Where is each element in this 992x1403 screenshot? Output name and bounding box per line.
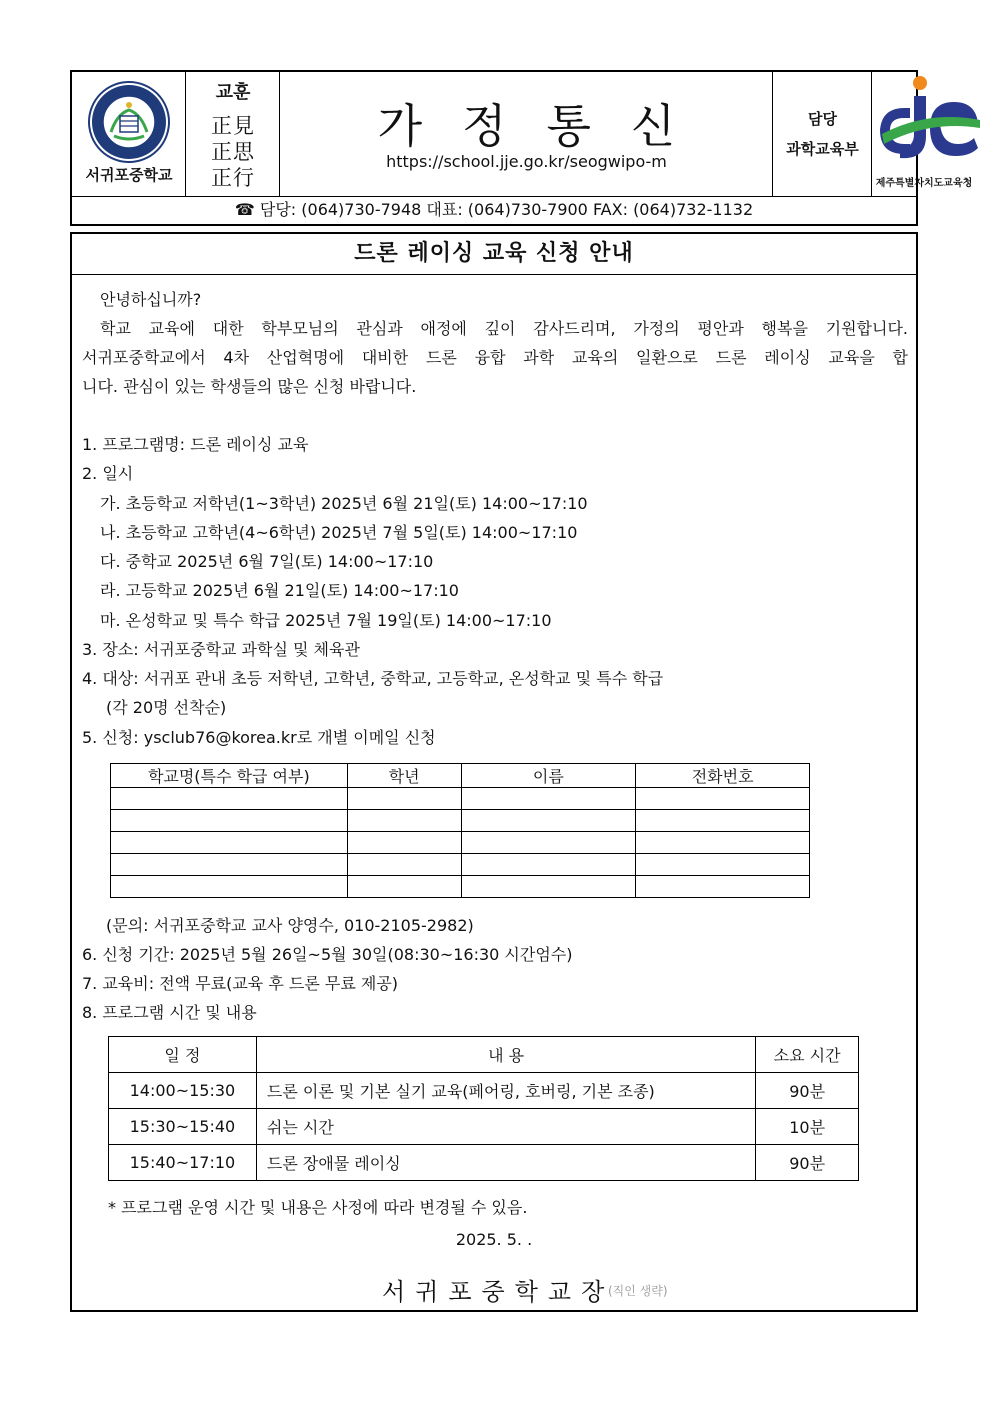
department-name: 과학교육부 — [786, 140, 859, 158]
table-cell[interactable] — [636, 876, 810, 898]
list-item: 8. 프로그램 시간 및 내용 — [82, 1003, 257, 1022]
schedule-table — [108, 1036, 859, 1181]
motto-line: 正思 — [211, 140, 255, 164]
column-header: 소요 시간 — [756, 1037, 859, 1073]
column-header: 내 용 — [256, 1037, 755, 1073]
list-item: 2. 일시 — [82, 464, 134, 483]
list-item: 7. 교육비: 전액 무료(교육 후 드론 무료 제공) — [82, 974, 399, 993]
contact-line: ☎ 담당: (064)730-7948 대표: (064)730-7900 FAX: (064)732-1132 — [234, 200, 754, 219]
column-header: 이름 — [461, 764, 636, 788]
intro-line: 니다. 관심이 있는 학생들의 많은 신청 바랍니다. — [82, 377, 417, 396]
greeting: 안녕하십니까? — [100, 290, 202, 309]
list-item: 1. 프로그램명: 드론 레이싱 교육 — [82, 435, 309, 454]
department-cell — [773, 72, 872, 196]
schedule-duration: 10분 — [756, 1109, 859, 1145]
list-subitem: 나. 초등학교 고학년(4~6학년) 2025년 7월 5일(토) 14:00~17:10 — [100, 523, 578, 542]
department-label: 담당 — [808, 110, 837, 128]
table-row — [111, 810, 810, 832]
table-cell[interactable] — [461, 832, 636, 854]
table-header-row — [109, 1037, 859, 1073]
table-cell[interactable] — [347, 788, 461, 810]
table-row — [109, 1109, 859, 1145]
list-item: 6. 신청 기간: 2025년 5월 26일~5월 30일(08:30~16:30 시간엄수) — [82, 945, 573, 964]
schedule-time: 15:40~17:10 — [109, 1145, 257, 1181]
schedule-duration: 90분 — [756, 1145, 859, 1181]
school-motto-cell — [186, 72, 280, 196]
intro-line: 서귀포중학교에서 4차 산업혁명에 대비한 드론 융합 과학 교육의 일환으로 드론 레이싱 교육을 합 — [82, 348, 908, 367]
letterhead-top-row — [72, 72, 973, 197]
list-subitem: 다. 중학교 2025년 6월 7일(토) 14:00~17:10 — [100, 552, 434, 571]
table-cell[interactable] — [461, 810, 636, 832]
list-item: 3. 장소: 서귀포중학교 과학실 및 체육관 — [82, 640, 360, 659]
schedule-duration: 90분 — [756, 1073, 859, 1109]
table-row — [109, 1073, 859, 1109]
table-row — [111, 832, 810, 854]
edu-office-logo-icon — [878, 74, 982, 164]
table-cell[interactable] — [111, 788, 348, 810]
letterhead — [70, 70, 973, 226]
school-emblem-icon — [87, 80, 171, 164]
column-header: 일 정 — [109, 1037, 257, 1073]
list-subitem: 마. 온성학교 및 특수 학급 2025년 7월 19일(토) 14:00~17:10 — [100, 611, 552, 630]
table-row — [111, 876, 810, 898]
school-url[interactable]: https://school.jje.go.kr/seogwipo-m — [386, 152, 667, 171]
column-header: 학교명(특수 학급 여부) — [111, 764, 348, 788]
table-cell[interactable] — [636, 832, 810, 854]
list-subitem: 가. 초등학교 저학년(1~3학년) 2025년 6월 21일(토) 14:00~17:10 — [100, 494, 588, 513]
list-item: 4. 대상: 서귀포 관내 초등 저학년, 고학년, 중학교, 고등학교, 온성학교 및 특수 학급 — [82, 669, 664, 688]
table-cell[interactable] — [111, 854, 348, 876]
edu-office-name: 제주특별자치도교육청 — [875, 178, 973, 189]
application-table — [110, 763, 810, 898]
table-cell[interactable] — [347, 810, 461, 832]
schedule-time: 14:00~15:30 — [109, 1073, 257, 1109]
school-logo-cell — [72, 72, 186, 196]
column-header: 전화번호 — [636, 764, 810, 788]
schedule-content: 드론 장애물 레이싱 — [256, 1145, 755, 1181]
edu-office-cell — [872, 72, 989, 196]
table-row — [109, 1145, 859, 1181]
schedule-time: 15:30~15:40 — [109, 1109, 257, 1145]
seal-omitted-note: (직인 생략) — [608, 1284, 668, 1298]
table-cell[interactable] — [461, 854, 636, 876]
table-header-row — [111, 764, 810, 788]
table-cell[interactable] — [461, 788, 636, 810]
list-item: 5. 신청: ysclub76@korea.kr로 개별 이메일 신청 — [82, 728, 436, 747]
table-cell[interactable] — [636, 788, 810, 810]
table-cell[interactable] — [461, 876, 636, 898]
table-row — [111, 788, 810, 810]
table-cell[interactable] — [347, 854, 461, 876]
schedule-content: 쉬는 시간 — [256, 1109, 755, 1145]
motto-label: 교훈 — [215, 82, 251, 103]
table-cell[interactable] — [111, 810, 348, 832]
footnote: * 프로그램 운영 시간 및 내용은 사정에 따라 변경될 수 있음. — [108, 1198, 528, 1217]
motto-line: 正見 — [211, 114, 255, 138]
school-name: 서귀포중학교 — [85, 166, 173, 184]
intro-line: 학교 교육에 대한 학부모님의 관심과 애정에 깊이 감사드리며, 가정의 평안과 행복을 기원합니다. — [100, 319, 908, 338]
table-cell[interactable] — [111, 832, 348, 854]
list-subitem: 라. 고등학교 2025년 6월 21일(토) 14:00~17:10 — [100, 581, 459, 600]
doc-title: 가정통신 — [377, 99, 716, 153]
doc-title-cell — [280, 72, 773, 196]
principal-signature: 서귀포중학교장 — [382, 1278, 615, 1306]
table-cell[interactable] — [111, 876, 348, 898]
table-cell[interactable] — [347, 876, 461, 898]
table-cell[interactable] — [347, 832, 461, 854]
list-subitem: (각 20명 선착순) — [106, 698, 227, 717]
table-cell[interactable] — [636, 810, 810, 832]
column-header: 학년 — [347, 764, 461, 788]
table-cell[interactable] — [636, 854, 810, 876]
notice-title: 드론 레이싱 교육 신청 안내 — [72, 234, 916, 275]
schedule-content: 드론 이론 및 기본 실기 교육(페어링, 호버링, 기본 조종) — [256, 1073, 755, 1109]
issue-date: 2025. 5. . — [455, 1230, 533, 1249]
inquiry-note: (문의: 서귀포중학교 교사 양영수, 010-2105-2982) — [106, 916, 474, 935]
motto-line: 正行 — [211, 166, 255, 190]
notice-body — [70, 232, 918, 1312]
table-row — [111, 854, 810, 876]
